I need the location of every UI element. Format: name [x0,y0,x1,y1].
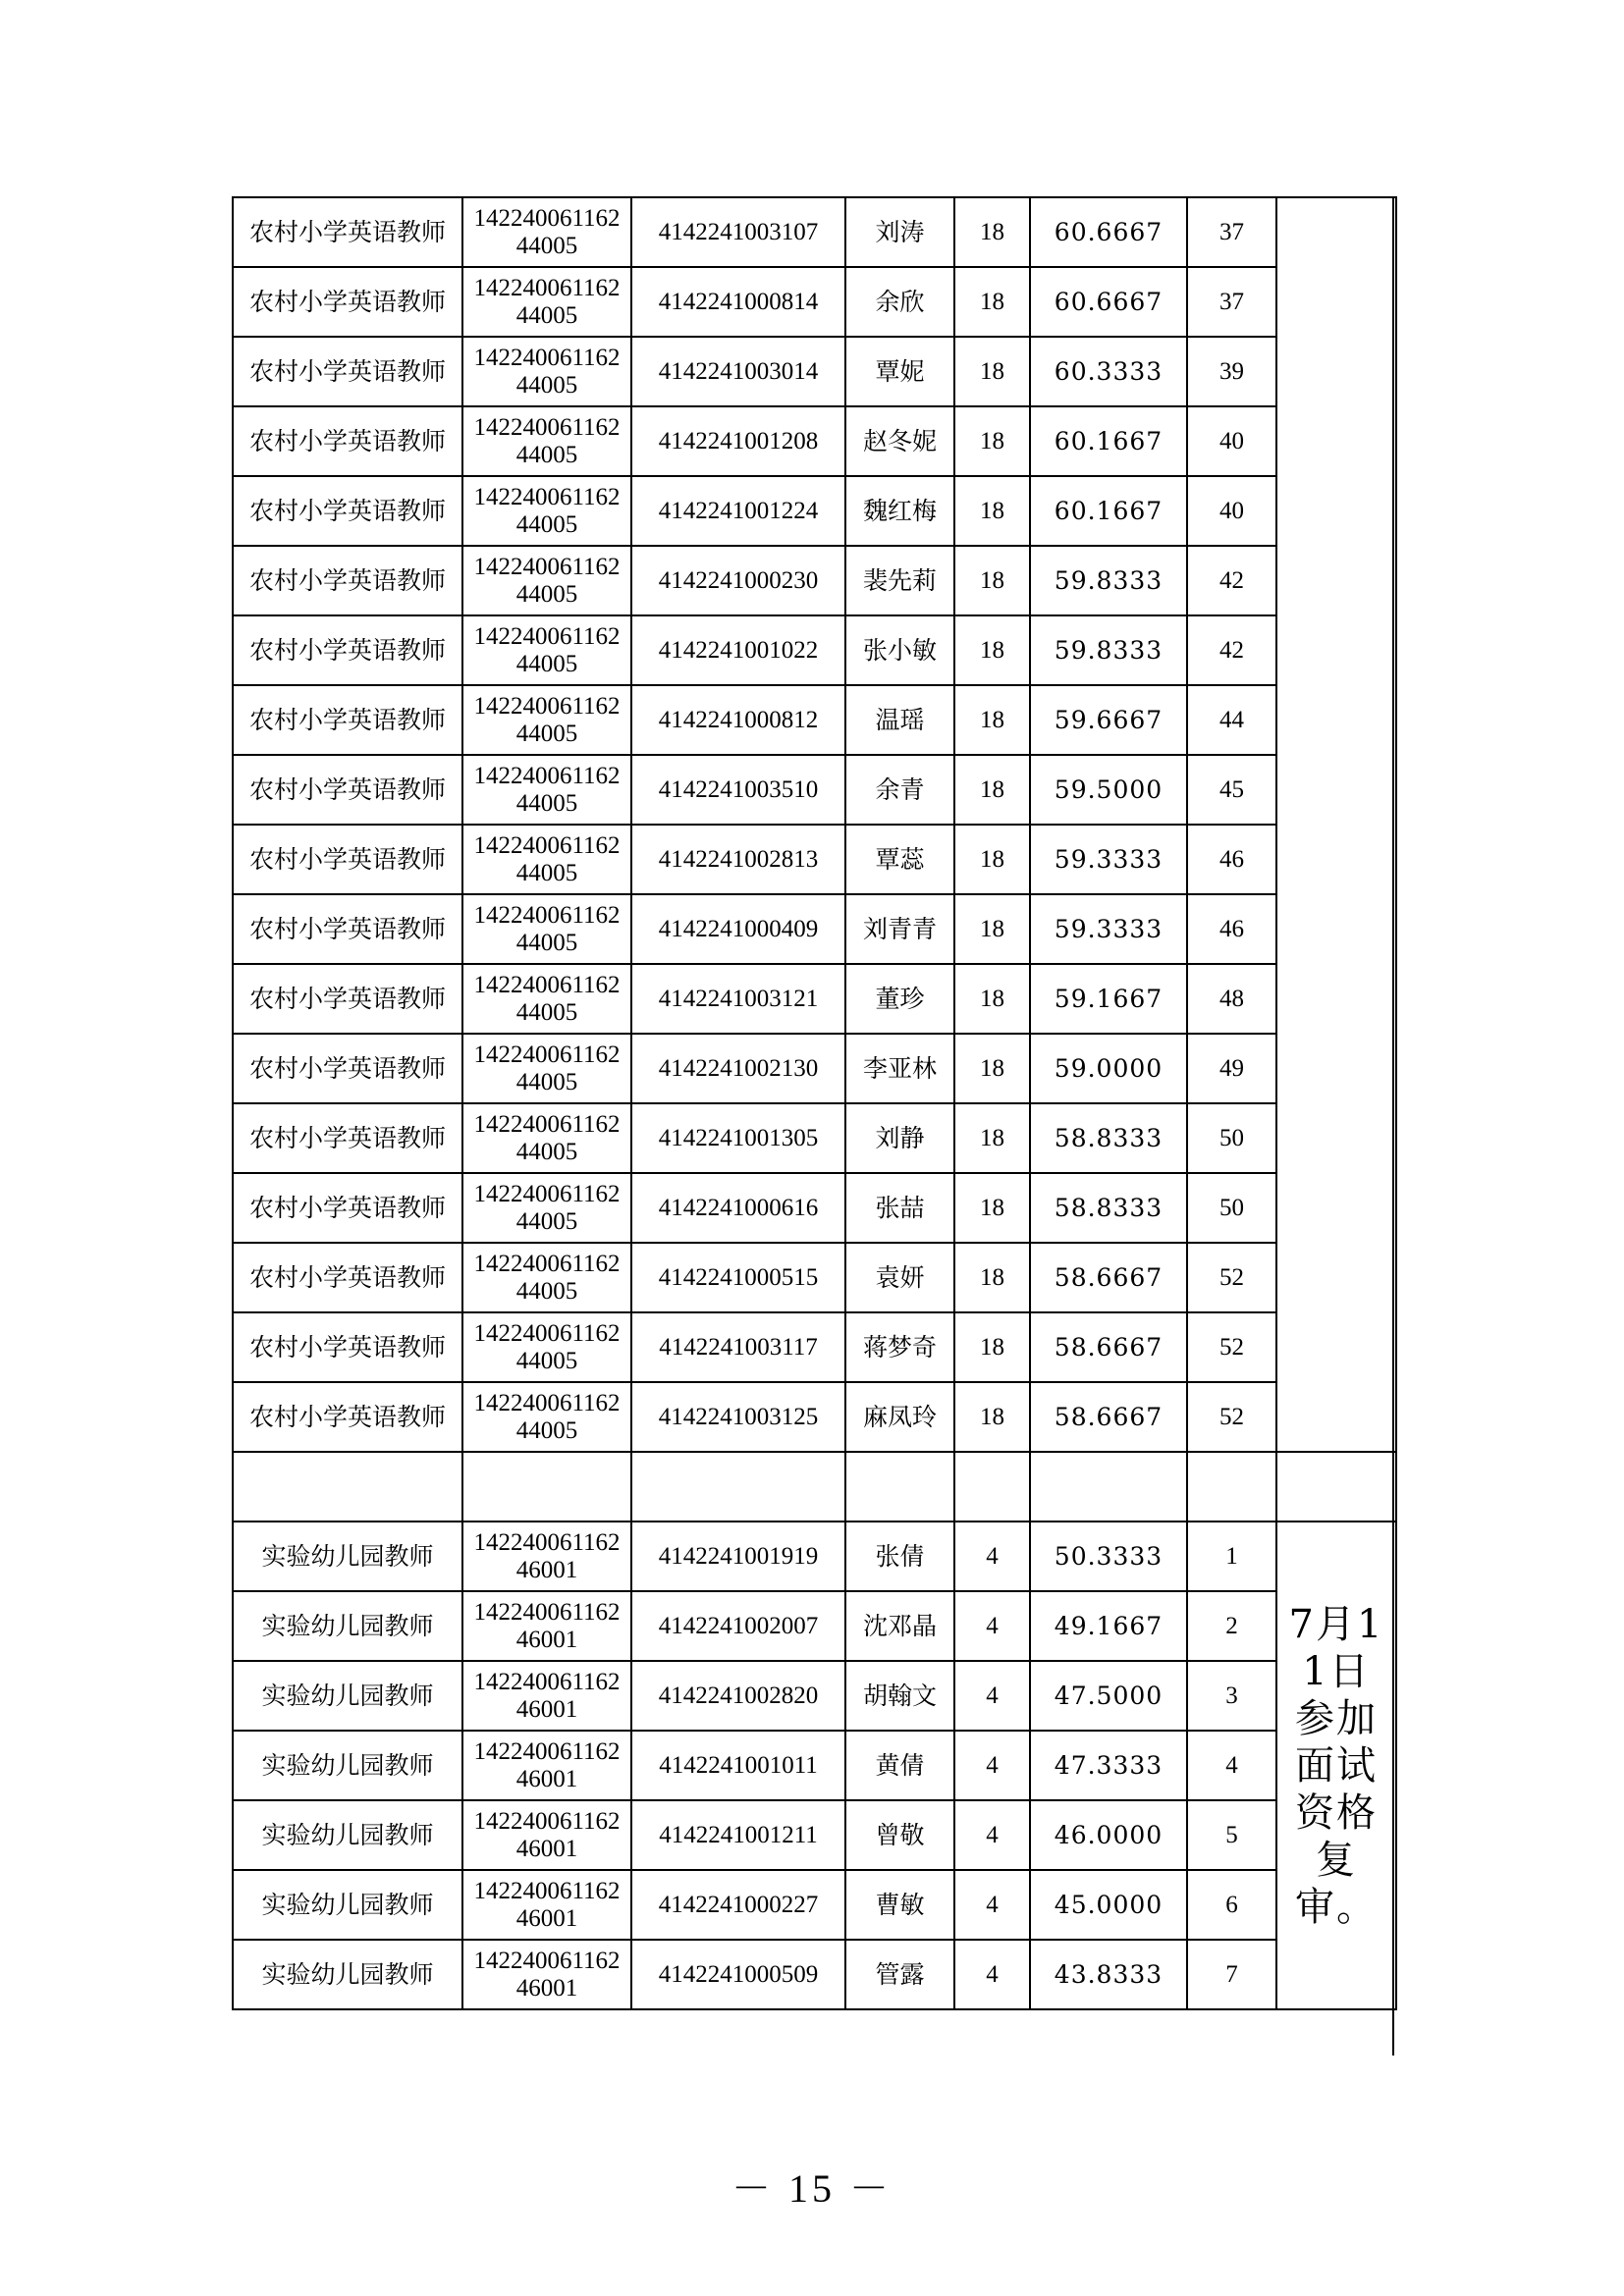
position-code-line2: 46001 [515,1765,578,1792]
position-code-line2: 46001 [515,1626,578,1653]
ticket-number-cell: 4142241000616 [631,1173,845,1243]
applicant-count-cell: 18 [954,685,1030,755]
position-code-cell [462,1312,631,1382]
position-code-cell [462,267,631,337]
candidate-name-cell: 张小敏 [845,615,954,685]
score-cell: 60.6667 [1030,197,1187,267]
remark-text: 7月11日参加面试资格复审。 [1288,1601,1384,1930]
table-row [233,546,1396,615]
position-code-cell [462,1103,631,1173]
position-code-line2: 44005 [515,929,578,956]
position-code-cell [462,1940,631,2009]
position-cell: 农村小学英语教师 [233,825,462,894]
position-cell: 农村小学英语教师 [233,894,462,964]
score-cell: 59.3333 [1030,825,1187,894]
position-cell: 实验幼儿园教师 [233,1800,462,1870]
position-code-cell [462,1870,631,1940]
position-code-line2: 44005 [515,1347,578,1374]
rank-cell: 46 [1187,825,1276,894]
position-cell: 农村小学英语教师 [233,1173,462,1243]
candidate-name-cell: 蒋梦奇 [845,1312,954,1382]
applicant-count-cell: 18 [954,894,1030,964]
ticket-number-cell: 4142241001224 [631,476,845,546]
position-cell: 农村小学英语教师 [233,615,462,685]
table-row [233,1940,1396,2009]
table-row [233,1103,1396,1173]
position-code-line1: 142240061162 [473,553,621,580]
rank-cell: 6 [1187,1870,1276,1940]
candidate-name-cell: 曾敬 [845,1800,954,1870]
table-row [233,197,1396,267]
table-row [233,1382,1396,1452]
applicant-count-cell: 18 [954,1173,1030,1243]
candidate-name-cell: 赵冬妮 [845,406,954,476]
applicant-count-cell: 4 [954,1522,1030,1591]
score-cell: 59.1667 [1030,964,1187,1034]
position-code-cell [462,1243,631,1312]
position-code-line1: 142240061162 [473,1319,621,1347]
ticket-number-cell: 4142241002813 [631,825,845,894]
applicant-count-cell: 18 [954,615,1030,685]
table-row [233,615,1396,685]
position-code-cell [462,615,631,685]
score-cell: 59.6667 [1030,685,1187,755]
applicant-count-cell: 18 [954,1103,1030,1173]
rank-cell: 52 [1187,1243,1276,1312]
position-code-line1: 142240061162 [473,1598,621,1626]
applicant-count-cell: 18 [954,1382,1030,1452]
position-code-line1: 142240061162 [473,971,621,998]
position-cell: 实验幼儿园教师 [233,1870,462,1940]
rank-cell: 40 [1187,406,1276,476]
ticket-number-cell: 4142241000812 [631,685,845,755]
position-code-cell [462,1522,631,1591]
position-code-line2: 44005 [515,580,578,608]
position-code-line2: 44005 [515,998,578,1026]
table-row [233,1591,1396,1661]
ticket-number-cell: 4142241003125 [631,1382,845,1452]
candidate-name-cell: 胡翰文 [845,1661,954,1731]
candidate-name-cell: 覃妮 [845,337,954,406]
ticket-number-cell: 4142241001305 [631,1103,845,1173]
position-code-cell [462,755,631,825]
position-code-line1: 142240061162 [473,1807,621,1835]
score-cell: 59.8333 [1030,546,1187,615]
table-row [233,1661,1396,1731]
rank-cell: 5 [1187,1800,1276,1870]
rank-cell: 44 [1187,685,1276,755]
position-code-line2: 44005 [515,441,578,468]
candidate-name-cell: 刘涛 [845,197,954,267]
table-row [233,1800,1396,1870]
score-cell: 59.0000 [1030,1034,1187,1103]
rank-cell: 45 [1187,755,1276,825]
rank-cell: 52 [1187,1382,1276,1452]
candidate-name-cell: 刘静 [845,1103,954,1173]
rank-cell: 49 [1187,1034,1276,1103]
rank-cell: 52 [1187,1312,1276,1382]
position-code-line1: 142240061162 [473,344,621,371]
table-row [233,825,1396,894]
position-code-cell [462,476,631,546]
applicant-count-cell: 18 [954,1312,1030,1382]
position-code-cell [462,1382,631,1452]
position-code-line1: 142240061162 [473,692,621,720]
position-code-cell [462,1731,631,1800]
position-cell: 农村小学英语教师 [233,197,462,267]
position-code-cell [462,337,631,406]
position-code-line2: 44005 [515,1277,578,1305]
note-cell-empty [1276,197,1396,1452]
rank-cell: 39 [1187,337,1276,406]
position-code-line1: 142240061162 [473,1041,621,1068]
ticket-number-cell: 4142241003014 [631,337,845,406]
position-code-line1: 142240061162 [473,1389,621,1416]
applicant-count-cell: 18 [954,476,1030,546]
score-cell: 50.3333 [1030,1522,1187,1591]
applicant-count-cell: 18 [954,546,1030,615]
position-code-line1: 142240061162 [473,1668,621,1695]
ticket-number-cell: 4142241003117 [631,1312,845,1382]
position-cell: 农村小学英语教师 [233,1034,462,1103]
candidate-name-cell: 董珍 [845,964,954,1034]
position-cell: 农村小学英语教师 [233,267,462,337]
position-cell: 农村小学英语教师 [233,685,462,755]
position-code-line1: 142240061162 [473,483,621,510]
position-code-line1: 142240061162 [473,1737,621,1765]
rank-cell [1187,1452,1276,1522]
table-row [233,1731,1396,1800]
candidate-name-cell: 张喆 [845,1173,954,1243]
candidate-name-cell: 麻凤玲 [845,1382,954,1452]
ticket-number-cell: 4142241000814 [631,267,845,337]
table-body [233,197,1396,2009]
ticket-number-cell: 4142241000230 [631,546,845,615]
ticket-number-cell: 4142241002130 [631,1034,845,1103]
score-cell: 47.5000 [1030,1661,1187,1731]
ticket-number-cell: 4142241001208 [631,406,845,476]
score-cell: 58.6667 [1030,1243,1187,1312]
position-code-cell [462,825,631,894]
position-cell: 实验幼儿园教师 [233,1522,462,1591]
position-cell: 农村小学英语教师 [233,964,462,1034]
applicant-count-cell: 4 [954,1800,1030,1870]
applicant-count-cell: 4 [954,1731,1030,1800]
position-code-line1: 142240061162 [473,762,621,789]
applicant-count-cell: 18 [954,755,1030,825]
position-code-line1: 142240061162 [473,1947,621,1974]
rank-cell: 42 [1187,615,1276,685]
rank-cell: 3 [1187,1661,1276,1731]
table-row [233,685,1396,755]
position-code-line1: 142240061162 [473,1877,621,1904]
table-row [233,267,1396,337]
position-code-line2: 44005 [515,1207,578,1235]
applicant-count-cell: 18 [954,197,1030,267]
position-code-cell [462,685,631,755]
ticket-number-cell: 4142241003121 [631,964,845,1034]
applicant-count-cell: 4 [954,1661,1030,1731]
position-cell [233,1452,462,1522]
table-row [233,894,1396,964]
position-cell: 实验幼儿园教师 [233,1591,462,1661]
position-code-cell [462,1173,631,1243]
position-cell: 实验幼儿园教师 [233,1940,462,2009]
score-cell: 59.8333 [1030,615,1187,685]
position-code-line2: 44005 [515,720,578,747]
ticket-number-cell: 4142241002007 [631,1591,845,1661]
position-cell: 农村小学英语教师 [233,1312,462,1382]
table-row [233,1034,1396,1103]
ticket-number-cell: 4142241000515 [631,1243,845,1312]
candidate-name-cell: 黄倩 [845,1731,954,1800]
position-code-line1: 142240061162 [473,1250,621,1277]
rank-cell: 46 [1187,894,1276,964]
position-code-line2: 44005 [515,1138,578,1165]
position-code-line2: 44005 [515,510,578,538]
table-row [233,1173,1396,1243]
candidate-name-cell: 余欣 [845,267,954,337]
candidate-name-cell: 张倩 [845,1522,954,1591]
rank-cell: 42 [1187,546,1276,615]
score-cell: 47.3333 [1030,1731,1187,1800]
ticket-number-cell: 4142241002820 [631,1661,845,1731]
position-code-line1: 142240061162 [473,1180,621,1207]
candidate-name-cell: 袁妍 [845,1243,954,1312]
score-cell: 43.8333 [1030,1940,1187,2009]
table-row [233,406,1396,476]
position-cell: 农村小学英语教师 [233,476,462,546]
score-cell: 58.6667 [1030,1382,1187,1452]
note-cell-spacer [1276,1452,1396,1522]
position-cell: 农村小学英语教师 [233,1103,462,1173]
position-cell: 实验幼儿园教师 [233,1661,462,1731]
position-code-line2: 44005 [515,301,578,329]
score-cell: 58.8333 [1030,1173,1187,1243]
position-code-cell [462,197,631,267]
applicant-count-cell: 18 [954,1034,1030,1103]
position-code-line1: 142240061162 [473,1528,621,1556]
position-code-line1: 142240061162 [473,413,621,441]
ticket-number-cell: 4142241001211 [631,1800,845,1870]
candidate-name-cell: 裴先莉 [845,546,954,615]
table-row [233,1870,1396,1940]
score-cell: 58.8333 [1030,1103,1187,1173]
position-code-line2: 44005 [515,371,578,399]
candidate-name-cell: 沈邓晶 [845,1591,954,1661]
rank-cell: 37 [1187,267,1276,337]
position-code-cell [462,546,631,615]
position-code-line1: 142240061162 [473,831,621,859]
ticket-number-cell: 4142241000509 [631,1940,845,2009]
position-cell: 农村小学英语教师 [233,1243,462,1312]
applicant-count-cell: 18 [954,1243,1030,1312]
score-cell: 60.1667 [1030,476,1187,546]
ticket-number-cell: 4142241003510 [631,755,845,825]
position-code-cell [462,1591,631,1661]
applicant-count-cell: 18 [954,825,1030,894]
candidate-name-cell: 余青 [845,755,954,825]
rank-cell: 50 [1187,1173,1276,1243]
score-cell: 49.1667 [1030,1591,1187,1661]
candidate-table [232,196,1397,2010]
position-cell: 农村小学英语教师 [233,755,462,825]
rank-cell: 48 [1187,964,1276,1034]
right-border-line [1392,196,1394,2056]
position-code-line1: 142240061162 [473,204,621,232]
position-code-cell [462,1661,631,1731]
ticket-number-cell: 4142241001011 [631,1731,845,1800]
position-code-line2: 46001 [515,1556,578,1583]
candidate-name-cell [845,1452,954,1522]
candidate-name-cell: 曹敏 [845,1870,954,1940]
score-cell: 45.0000 [1030,1870,1187,1940]
table-row [233,476,1396,546]
position-code-cell [462,1452,631,1522]
position-cell: 农村小学英语教师 [233,337,462,406]
applicant-count-cell: 18 [954,267,1030,337]
rank-cell: 40 [1187,476,1276,546]
applicant-count-cell [954,1452,1030,1522]
score-cell [1030,1452,1187,1522]
applicant-count-cell: 4 [954,1870,1030,1940]
candidate-name-cell: 覃蕊 [845,825,954,894]
position-code-cell [462,1034,631,1103]
position-cell: 农村小学英语教师 [233,1382,462,1452]
position-code-line2: 46001 [515,1835,578,1862]
candidate-name-cell: 李亚林 [845,1034,954,1103]
ticket-number-cell [631,1452,845,1522]
candidate-name-cell: 刘青青 [845,894,954,964]
rank-cell: 1 [1187,1522,1276,1591]
rank-cell: 7 [1187,1940,1276,2009]
applicant-count-cell: 4 [954,1940,1030,2009]
table-row [233,1312,1396,1382]
ticket-number-cell: 4142241003107 [631,197,845,267]
position-code-line1: 142240061162 [473,1110,621,1138]
applicant-count-cell: 18 [954,337,1030,406]
rank-cell: 4 [1187,1731,1276,1800]
position-code-line1: 142240061162 [473,622,621,650]
position-code-cell [462,406,631,476]
position-code-line1: 142240061162 [473,274,621,301]
rank-cell: 37 [1187,197,1276,267]
rank-cell: 2 [1187,1591,1276,1661]
position-cell: 农村小学英语教师 [233,406,462,476]
position-code-line2: 44005 [515,789,578,817]
position-cell: 农村小学英语教师 [233,546,462,615]
applicant-count-cell: 18 [954,964,1030,1034]
position-code-line2: 44005 [515,1068,578,1095]
ticket-number-cell: 4142241000227 [631,1870,845,1940]
position-code-cell [462,1800,631,1870]
rank-cell: 50 [1187,1103,1276,1173]
position-code-line2: 44005 [515,1416,578,1444]
position-code-cell [462,964,631,1034]
remark-cell [1276,1522,1396,2009]
position-code-line1: 142240061162 [473,901,621,929]
score-cell: 46.0000 [1030,1800,1187,1870]
position-cell: 实验幼儿园教师 [233,1731,462,1800]
applicant-count-cell: 18 [954,406,1030,476]
position-code-line2: 46001 [515,1904,578,1932]
table-row [233,755,1396,825]
table-row [233,1243,1396,1312]
score-cell: 59.5000 [1030,755,1187,825]
score-cell: 60.1667 [1030,406,1187,476]
position-code-line2: 44005 [515,859,578,886]
position-code-line2: 44005 [515,650,578,677]
position-code-line2: 46001 [515,1695,578,1723]
score-cell: 60.3333 [1030,337,1187,406]
score-cell: 60.6667 [1030,267,1187,337]
spacer-row [233,1452,1396,1522]
table-row [233,337,1396,406]
candidate-name-cell: 魏红梅 [845,476,954,546]
position-code-cell [462,894,631,964]
candidate-name-cell: 管露 [845,1940,954,2009]
score-cell: 59.3333 [1030,894,1187,964]
table-row [233,964,1396,1034]
applicant-count-cell: 4 [954,1591,1030,1661]
table-row [233,1522,1396,1591]
ticket-number-cell: 4142241000409 [631,894,845,964]
ticket-number-cell: 4142241001919 [631,1522,845,1591]
position-code-line2: 44005 [515,232,578,259]
score-cell: 58.6667 [1030,1312,1187,1382]
page-number: － 15 － [731,2166,893,2211]
candidate-name-cell: 温瑶 [845,685,954,755]
position-code-line2: 46001 [515,1974,578,2002]
ticket-number-cell: 4142241001022 [631,615,845,685]
